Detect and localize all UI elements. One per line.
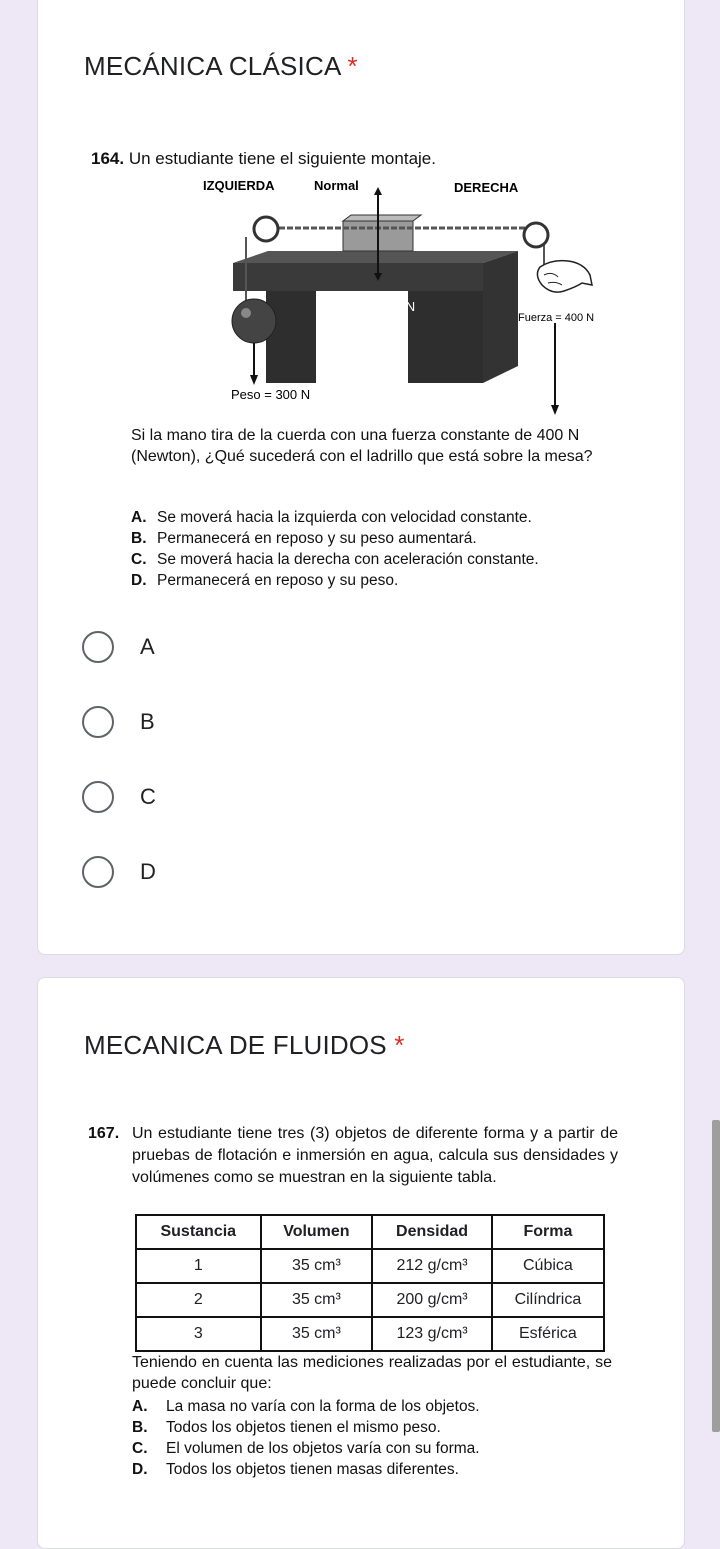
- hanging-weight-label: Peso = 300 N: [231, 387, 311, 402]
- table-cell: 1: [136, 1249, 261, 1283]
- table-cell: 2: [136, 1283, 261, 1317]
- required-asterisk: *: [394, 1030, 405, 1060]
- question-title-text: MECÁNICA CLÁSICA: [84, 51, 341, 81]
- table-row: [136, 1283, 604, 1317]
- force-label: Fuerza = 400 N: [518, 312, 595, 324]
- radio-label: A: [140, 634, 155, 659]
- radio-choice-a[interactable]: [82, 629, 155, 665]
- table-header-cell: Forma: [492, 1215, 604, 1249]
- radio-label: C: [140, 784, 156, 809]
- table-cell: 200 g/cm³: [372, 1283, 492, 1317]
- table-row: [136, 1317, 604, 1351]
- question-intro-text: Un estudiante tiene tres (3) objetos de diferente forma y a partir de pruebas de flotación e inmersión en agua, calcula sus densidades y volúmenes como se muestran en la siguiente tabla.: [132, 1125, 618, 1186]
- radio-label: D: [140, 859, 156, 884]
- question-number: 164.: [91, 149, 125, 168]
- radio-label: B: [140, 709, 155, 734]
- option-a: A. La masa no varía con la forma de los objetos.: [132, 1398, 480, 1415]
- table-cell: 123 g/cm³: [372, 1317, 492, 1351]
- radio-circle-icon[interactable]: [82, 781, 114, 813]
- radio-choice-c[interactable]: [82, 779, 156, 815]
- diagram-normal-label: Normal: [314, 178, 359, 193]
- option-c: C. Se moverá hacia la derecha con aceleración constante.: [131, 551, 539, 568]
- option-c: C. El volumen de los objetos varía con su forma.: [132, 1440, 480, 1457]
- table-header-row: [136, 1215, 604, 1249]
- brick-shape: [343, 215, 421, 251]
- option-d: D. Permanecerá en reposo y su peso.: [131, 572, 399, 589]
- diagram-right-label: DERECHA: [454, 180, 519, 195]
- table-header-cell: Volumen: [261, 1215, 373, 1249]
- question-card-mecanica-clasica: [37, 0, 685, 955]
- pulley-diagram: [188, 171, 628, 421]
- table-header-cell: Sustancia: [136, 1215, 261, 1249]
- question-intro-text: Un estudiante tiene el siguiente montaje.: [128, 149, 436, 168]
- radio-circle-icon[interactable]: [82, 856, 114, 888]
- table-cell: Esférica: [492, 1317, 604, 1351]
- question-text: Si la mano tira de la cuerda con una fuerza constante de 400 N (Newton), ¿Qué sucederá con el ladrillo que está sobre la mesa?: [131, 427, 593, 465]
- table-cell: 35 cm³: [261, 1317, 373, 1351]
- option-b: B. Permanecerá en reposo y su peso aumentará.: [131, 530, 477, 547]
- question-number: 167.: [88, 1125, 120, 1142]
- radio-circle-icon[interactable]: [82, 706, 114, 738]
- table-cell: 3: [136, 1317, 261, 1351]
- option-a: A. Se moverá hacia la izquierda con velocidad constante.: [131, 509, 532, 526]
- diagram-left-label: IZQUIERDA: [203, 178, 275, 193]
- table-row: [136, 1249, 604, 1283]
- pulley-right: [524, 223, 548, 247]
- answer-options-list: [132, 1396, 632, 1480]
- question-intro: [88, 1123, 618, 1189]
- question-title-text: MECANICA DE FLUIDOS: [84, 1030, 387, 1060]
- scrollbar[interactable]: [712, 1120, 720, 1432]
- option-d: D. Todos los objetos tienen masas diferentes.: [132, 1461, 459, 1478]
- table-cell: 212 g/cm³: [372, 1249, 492, 1283]
- brick-weight-label: Peso = 200 N: [336, 299, 416, 314]
- table-cell: Cúbica: [492, 1249, 604, 1283]
- pulley-left: [254, 217, 278, 241]
- density-table: [135, 1214, 605, 1352]
- question-title: [84, 1030, 405, 1061]
- table-cell: 35 cm³: [261, 1249, 373, 1283]
- radio-circle-icon[interactable]: [82, 631, 114, 663]
- hanging-weight: [232, 299, 276, 343]
- question-text: Teniendo en cuenta las mediciones realizadas por el estudiante, se puede concluir que:: [132, 1354, 612, 1392]
- required-asterisk: *: [347, 51, 358, 81]
- hand-shape: [537, 261, 592, 293]
- table-cell: 35 cm³: [261, 1283, 373, 1317]
- question-card-mecanica-fluidos: [37, 977, 685, 1549]
- option-b: B. Todos los objetos tienen el mismo peso.: [132, 1419, 441, 1436]
- table-cell: Cilíndrica: [492, 1283, 604, 1317]
- table-header-cell: Densidad: [372, 1215, 492, 1249]
- question-title: [84, 51, 358, 82]
- radio-choice-b[interactable]: [82, 704, 155, 740]
- radio-choice-d[interactable]: [82, 854, 156, 890]
- answer-options-list: [131, 507, 631, 591]
- friction-label: Sin fricción: [420, 238, 486, 252]
- question-intro: [91, 149, 436, 169]
